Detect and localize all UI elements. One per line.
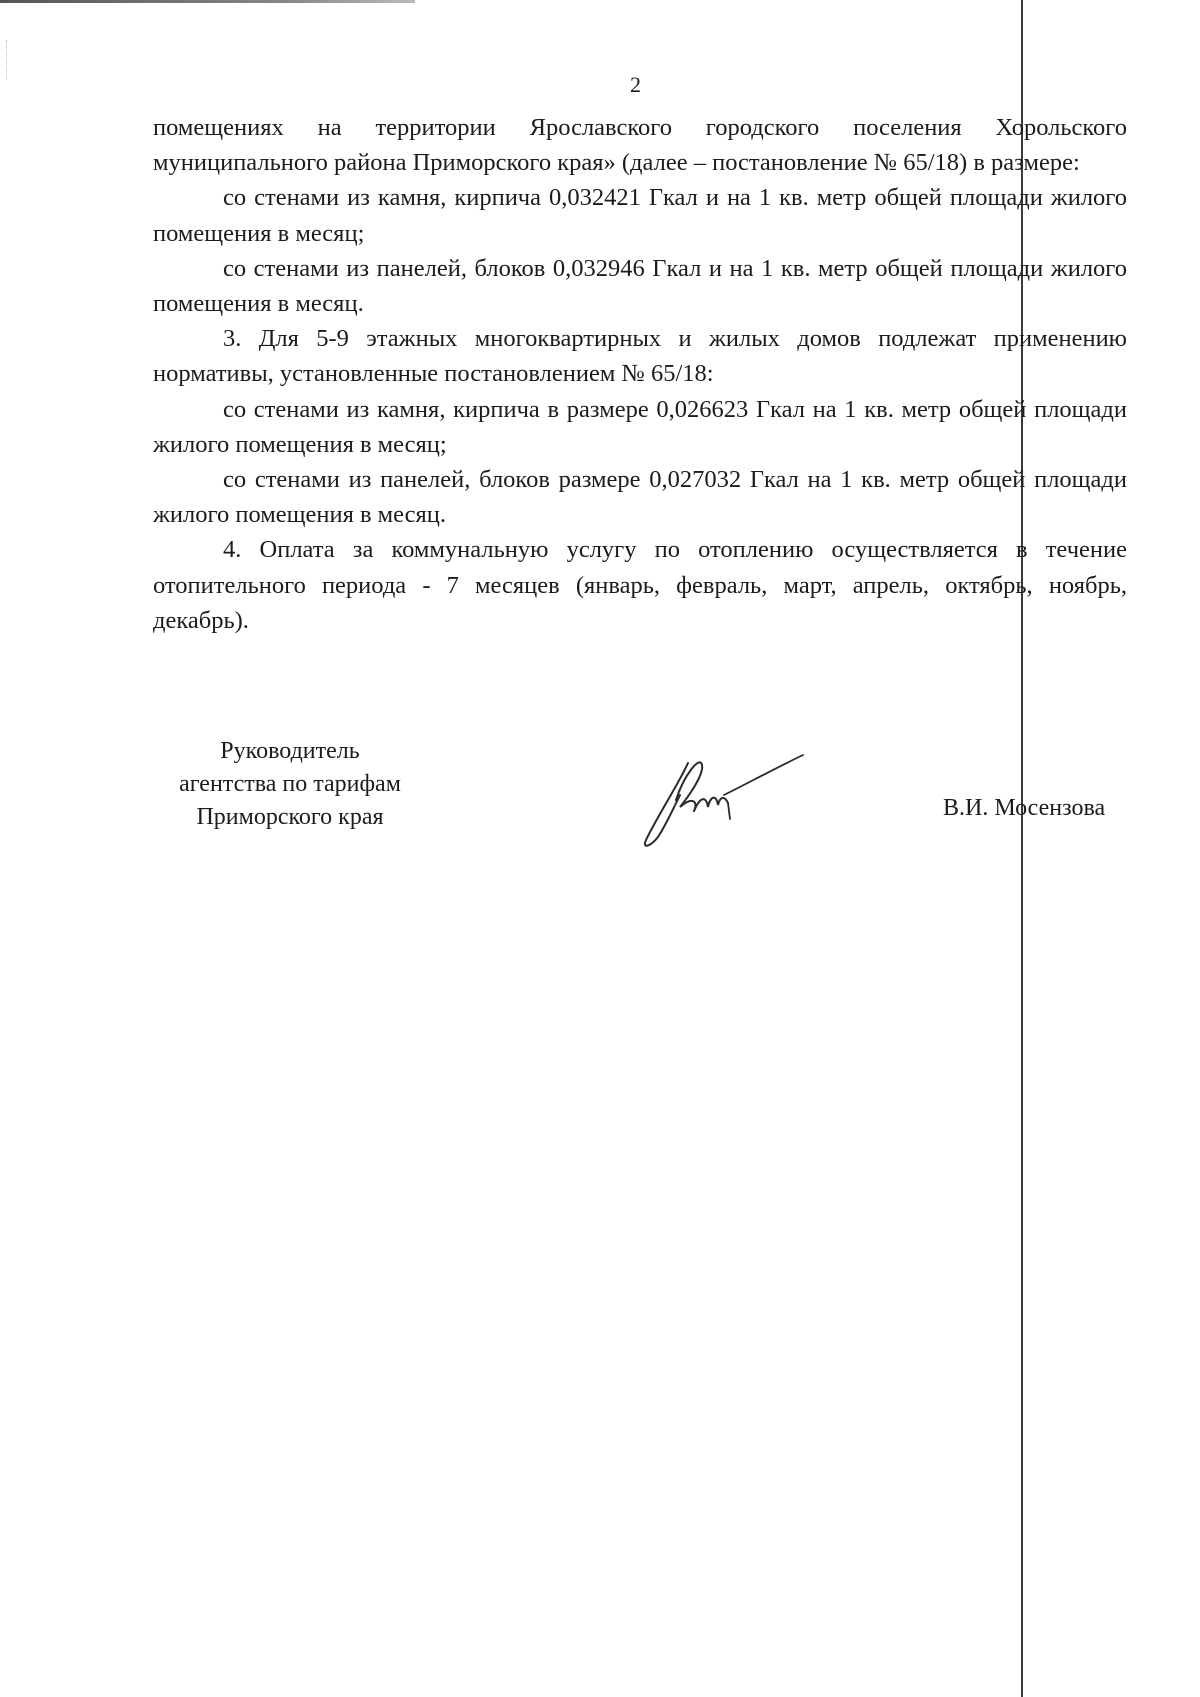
paragraph: помещениях на территории Ярославского городского поселения Хорольского муниципального района Приморского края» (далее – постановление № 65/18) в размере: [153, 114, 1127, 177]
paragraph: 4. Оплата за коммунальную услугу по отоплению осуществляется в течение отопительного периода - 7 месяцев (январь, февраль, март, апрель, октябрь, ноябрь, декабрь). [153, 536, 1127, 634]
handwritten-signature [628, 745, 808, 855]
signatory-name: В.И. Мосензова [943, 795, 1106, 821]
paragraph: со стенами из панелей, блоков 0,032946 Гкал и на 1 кв. метр общей площади жилого помещения в месяц. [153, 254, 1127, 318]
page-number: 2 [630, 72, 641, 97]
scan-noise [6, 40, 9, 80]
paragraph: со стенами из камня, кирпича 0,032421 Гкал и на 1 кв. метр общей площади жилого помещения в месяц; [153, 184, 1127, 247]
scan-edge-artifact [0, 0, 415, 3]
signatory-title-line: агентства по тарифам [179, 771, 401, 797]
signatory-title [150, 735, 430, 834]
signatory-title-line: Приморского края [196, 804, 384, 830]
paragraph: 3. Для 5-9 этажных многоквартирных и жилых домов подлежат применению нормативы, установленные постановлением № 65/18: [153, 325, 1127, 388]
document-body [153, 110, 1127, 638]
signatory-title-line: Руководитель [220, 738, 360, 764]
paragraph: со стенами из панелей, блоков размере 0,027032 Гкал на 1 кв. метр общей площади жилого помещения в месяц. [153, 466, 1127, 529]
paragraph: со стенами из камня, кирпича в размере 0,026623 Гкал на 1 кв. метр общей площади жилого помещения в месяц; [153, 395, 1127, 458]
